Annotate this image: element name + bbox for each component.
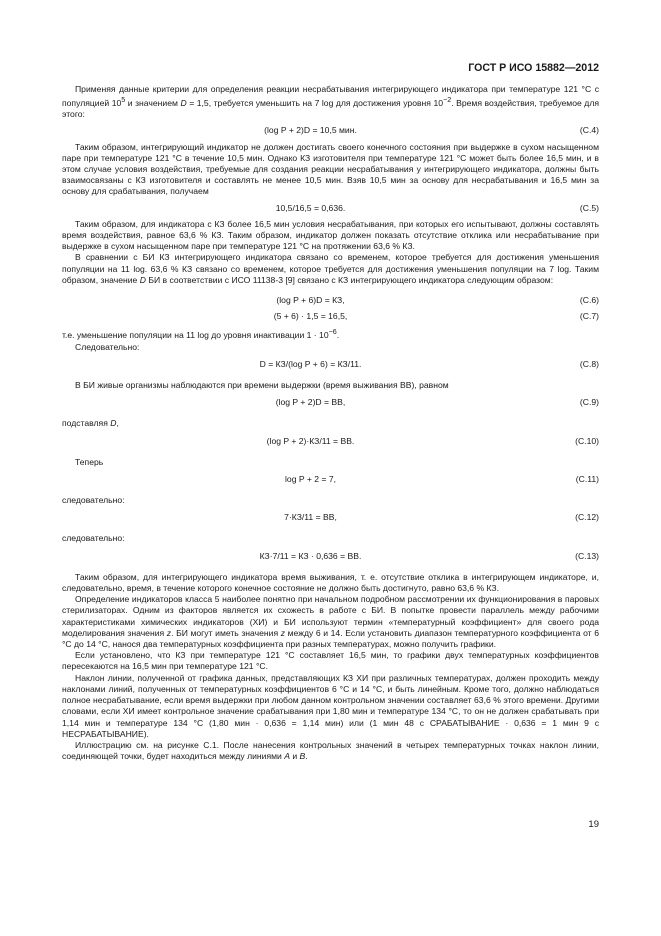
page-number: 19 [588,819,599,830]
paragraph: В сравнении с БИ КЗ интегрирующего индикатора связано со временем, которое требуется для достижения уменьшения популяции на 11 log. 63,6 % КЗ связано со временем, которое требуется для достижения уменьшения популяции на 7 log. Таким образом, значение D БИ в соответствии с ИСО 11138-3 [9] связано с КЗ интегрирующего индикатора следующим образом: [62,252,599,285]
paragraph: В БИ живые организмы наблюдаются при времени выдержки (время выживания ВВ), равном [75,379,449,390]
paragraph: следовательно: [62,533,125,544]
paragraph: Таким образом, интегрирующий индикатор не должен достигать своего конечного состояния при выдержке в сухом насыщенном паре при температуре 121 °С в течение 10,5 мин. Однако КЗ изготовителя при температуре 121 °С может быть более 16,5 мин, и в этом случае условия воздействия, требуемые для создания реакции несрабатывания у интегрирующего индикатора, должны быть взаимосвязаны с КЗ изготовителя и составлять не менее 10,5 мин. Взяв 10,5 мин за основу для несрабатывания и 16,5 мин за основу для срабатывания, получаем [62,141,599,197]
paragraph: Применяя данные критерии для определения реакции несрабатывания интегрирующего индикатора при температуре 121 °С с популяцией $10^5$ и значением D = 1,5, требуется уменьшить на 7 log для достижения уровня $10^{-2}$. Время воздействия, требуемое для этого: [62,84,599,120]
paragraph: Иллюстрацию см. на рисунке С.1. После нанесения контрольных значений в четырех температурных точках наклон линии, соединяющей точки, будет находиться между линиями А и В. [62,739,599,762]
equation-c5: 10,5/16,5 = 0,636. (C.5) [275,202,599,213]
equation-c12: 7·КЗ/11 = ВВ, (C.12) [284,512,599,523]
equation-c7: (5 + 6) · 1,5 = 16,5, (C.7) [273,311,599,322]
paragraph: Наклон линии, полученной от графика данных, представляющих КЗ ХИ при различных температурах, должен проходить между наклонами линий, полученных от температурных коэффициентов 6 °С и 14 °С, и быть линейным. Кроме того, должно наблюдаться полное несрабатывание, если время выдержки при любом данном контрольном значении составляет 63,6 % этого времени. Другими словами, если ХИ имеет контрольное значение срабатывания при 1,80 мин и температуре 134 °С, то он не должен срабатывать при 1,14 мин и температуре 134 °С (1,80 мин · 0,636 = 1,14 мин) или (1 мин 48 с СРАБАТЫВАНИЕ · 0,636 = 1 мин 9 с НЕСРАБАТЫВАНИЕ). [62,672,599,739]
paragraph: Теперь [75,456,104,467]
paragraph: следовательно: [62,495,125,506]
equation-c6: (log P + 6)D = КЗ, (C.6) [276,295,599,306]
paragraph: Таким образом, для интегрирующего индикатора время выживания, т. е. отсутствие отклика в интегрирующем индикаторе, и, следовательно, время, в течение которого конечное состояние не должно быть достигнуто, равно 63,6 % КЗ. [62,571,599,594]
equation-c4: (log P + 2)D = 10,5 мин. (C.4) [264,125,599,136]
equation-c10: (log P + 2)·КЗ/11 = ВВ. (C.10) [266,435,599,446]
equation-c8: D = КЗ/(log P + 6) = КЗ/11. (C.8) [259,358,599,369]
paragraph: подставляя D, [62,418,119,429]
paragraph: Определение индикаторов класса 5 наиболее понятно при начальном подробном рассмотрении их функционирования в паровых стерилизаторах. Одним из факторов является их схожесть в работе с БИ. В попытке провести параллель между рабочими характеристиками химических индикаторов (ХИ) и БИ используют термин «температурный коэффициент» для своего рода моделирования значения z. БИ могут иметь значения z между 6 и 14. Если установить диапазон температурного коэффициента от 6 °С до 14 °С, нанося два температурных коэффициента при разных температурах, можно получить графики. [62,594,600,650]
equation-c11: log P + 2 = 7, (C.11) [285,473,599,484]
paragraph: Следовательно: [75,341,140,352]
equation-c13: КЗ·7/11 = КЗ · 0,636 = ВВ. (C.13) [259,550,599,561]
standard-header: ГОСТ Р ИСО 15882—2012 [468,62,599,74]
document-body [62,84,599,762]
equation-c9: (log P + 2)D = ВВ, (C.9) [275,397,599,408]
paragraph: Если установлено, что КЗ при температуре 121 °С составляет 16,5 мин, то графики двух температурных коэффициентов пересекаются на 16,5 мин при температуре 121 °С. [62,650,599,672]
paragraph: т.е. уменьшение популяции на 11 log до уровня инактивации $1 \cdot 10^{-6}$. [62,328,340,341]
paragraph: Таким образом, для индикатора с КЗ более 16,5 мин условия несрабатывания, при которых его испытывают, должны составлять время воздействия, равное 63,6 % КЗ. Таким образом, индикатор должен показать отсутствие отклика или несрабатывание при выдержке в сухом насыщенном паре при температуре 121 °С на протяжении 63,6 % КЗ. [62,218,599,252]
